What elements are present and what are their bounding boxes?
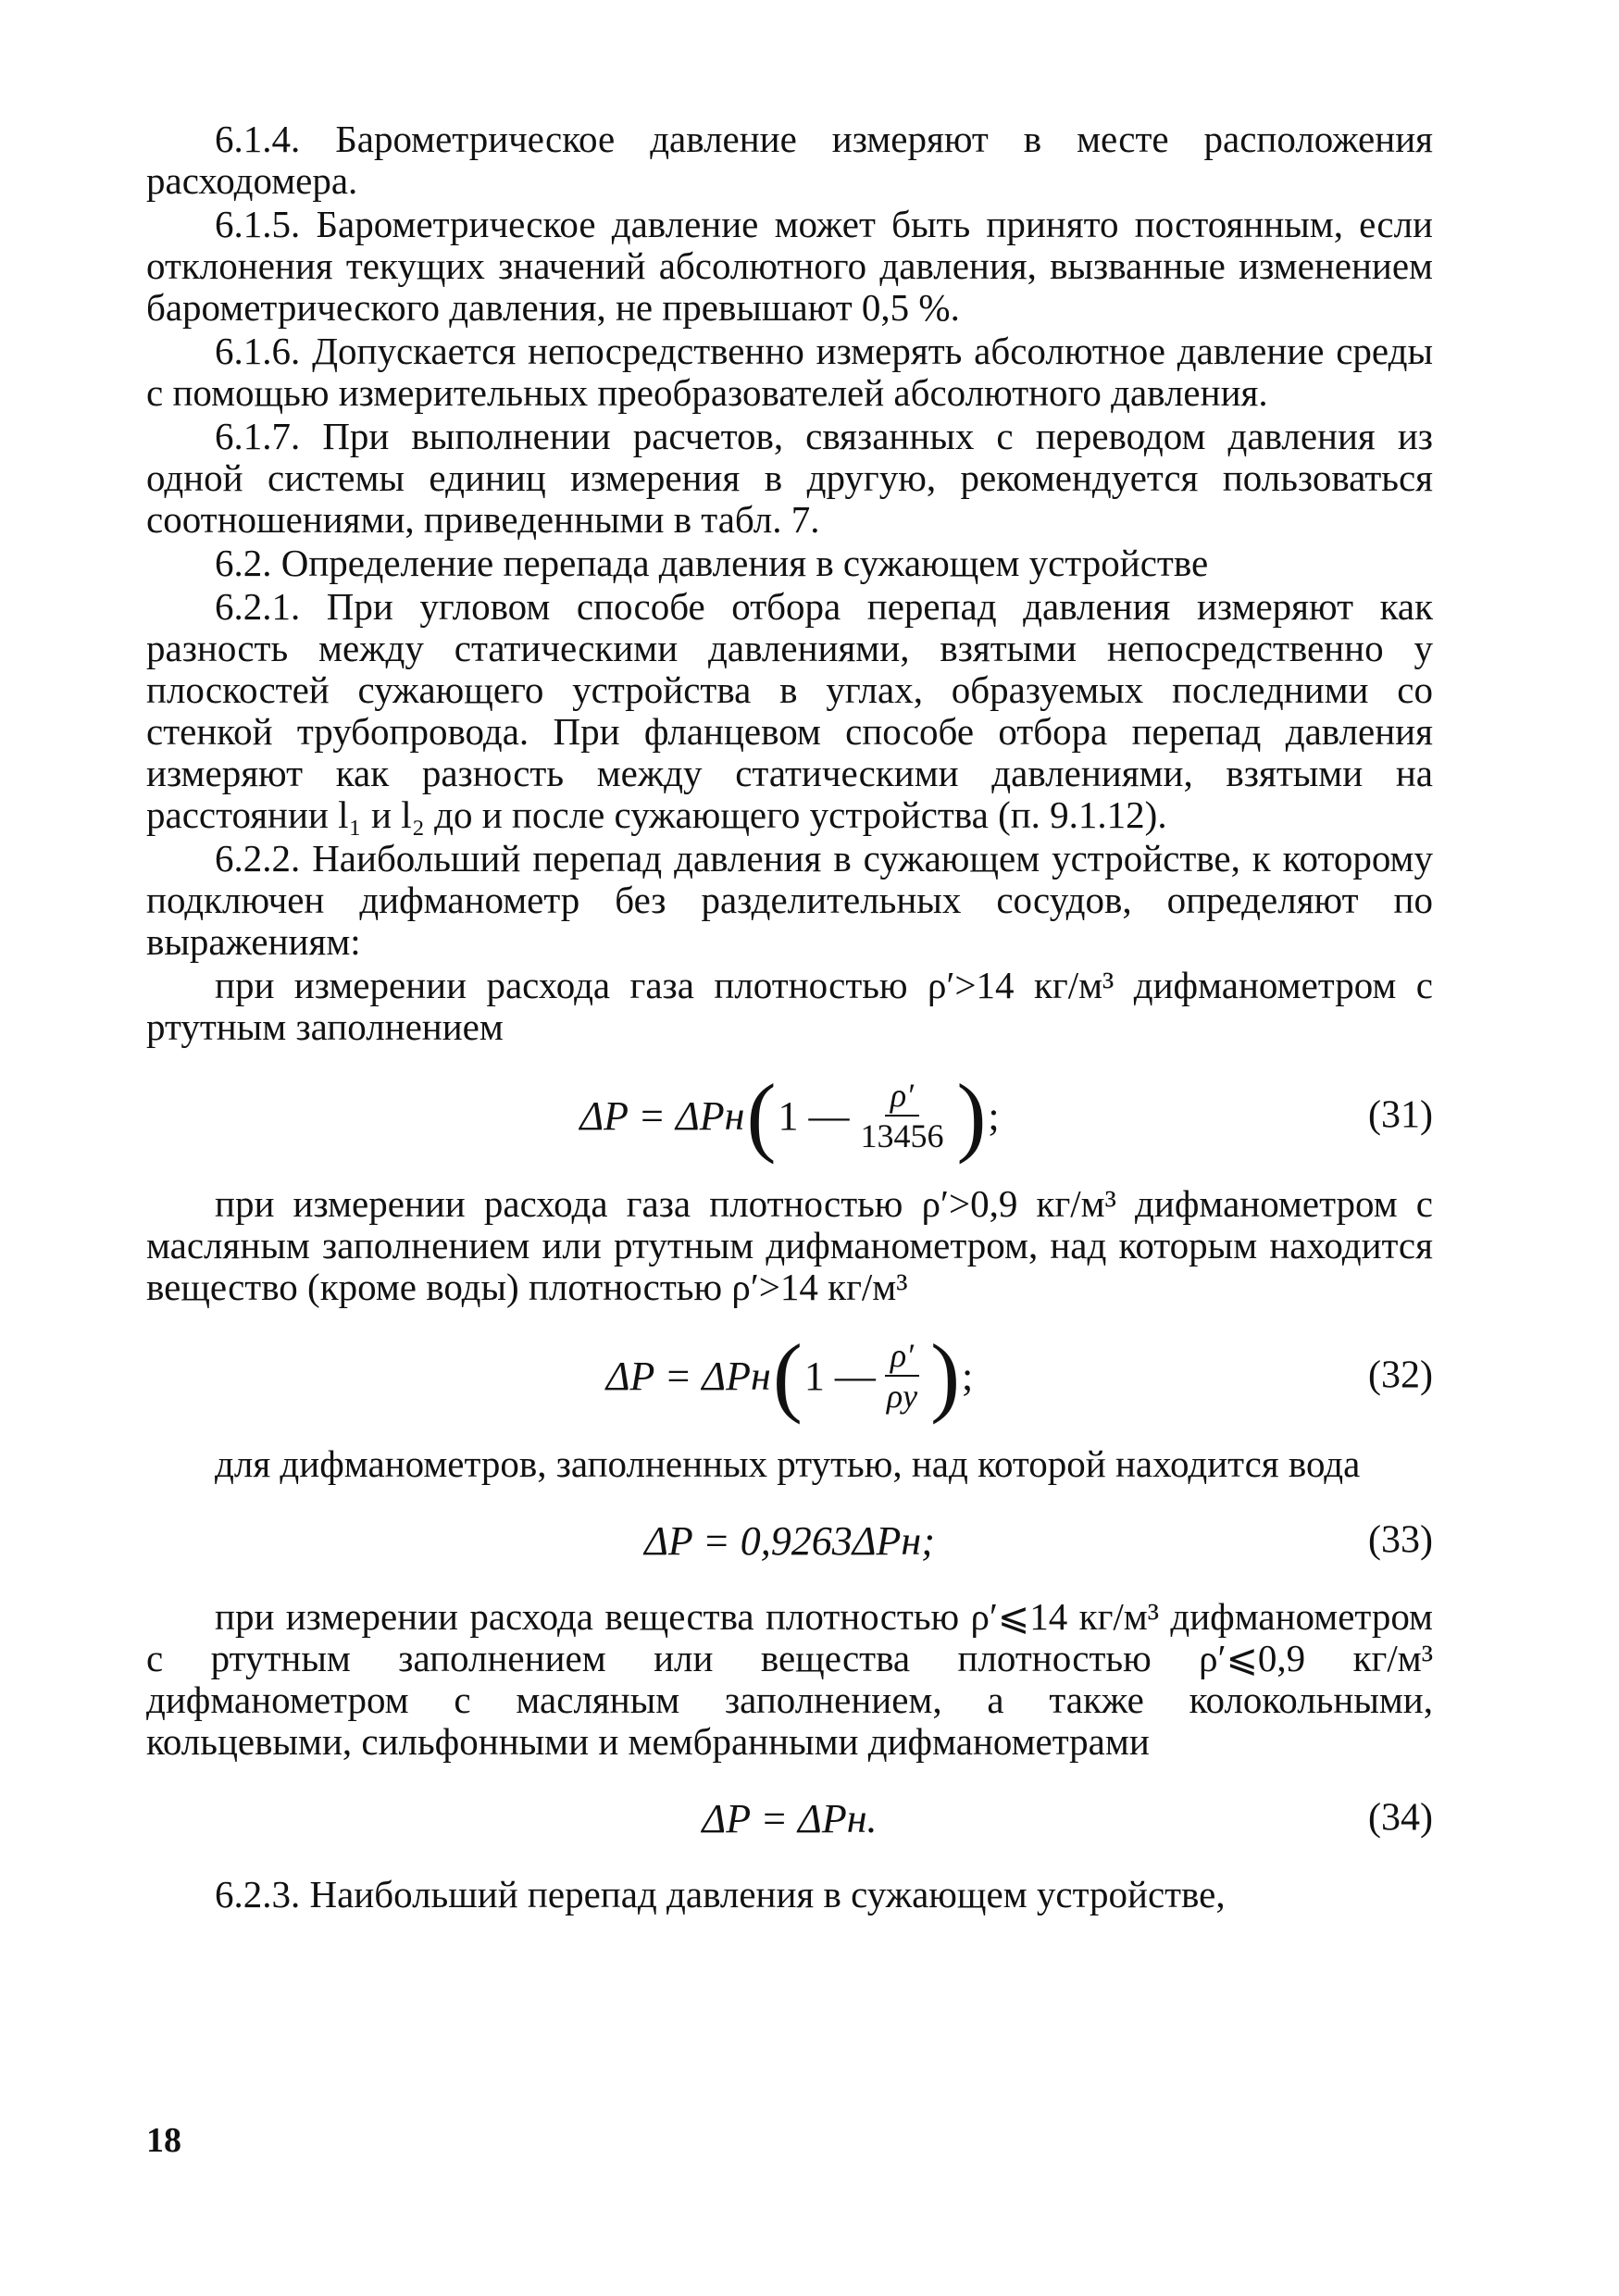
page-number: 18 [146, 2121, 181, 2160]
paragraph-6-2-3: 6.2.3. Наибольший перепад давления в сужающем устройстве, [215, 1873, 1226, 1915]
formula-32-one-minus: 1 — [803, 1353, 876, 1399]
formula-32-lhs: ΔP = ΔPн [605, 1353, 771, 1399]
formula-31-lhs: ΔP = ΔPн [579, 1092, 745, 1139]
paragraph-6-1-7: 6.1.7. При выполнении расчетов, связанных с переводом давления из одной системы единиц измерения в другую, рекомендуется пользоваться соотношениями, приведенными в табл. 7. [146, 415, 1433, 541]
paragraph-6-1-5: 6.1.5. Барометрическое давление может быть принято постоянным, если отклонения текущих значений абсолютного давления, вызванные изменением барометрического давления, не превышают 0,5 %. [146, 203, 1433, 329]
paragraph-low-density: при измерении расхода вещества плотностью ρ′⩽14 кг/м³ дифманометром с ртутным заполнением или вещества плотностью ρ′⩽0,9 кг/м³ дифманометром с масляным заполнением, а также колокольными, кольцевыми, сильфонными и мембранными дифманометрами [146, 1595, 1433, 1763]
formula-31-numerator: ρ′ [885, 1076, 919, 1117]
formula-33-number: (33) [1368, 1518, 1433, 1562]
right-paren: ) [956, 1066, 987, 1165]
left-paren: ( [746, 1066, 777, 1165]
paragraph-6-1-6: 6.1.6. Допускается непосредственно измерять абсолютное давление среды с помощью измерительных преобразователей абсолютного давления. [146, 330, 1433, 414]
body-text [146, 119, 1433, 1917]
right-paren: ) [930, 1326, 961, 1425]
formula-31 [146, 1055, 1433, 1176]
formula-32-denominator: ρу [886, 1378, 918, 1415]
paragraph-6-2-1: 6.2.1. При угловом способе отбора перепад давления измеряют как разность между статическими давлениями, взятыми непосредственно у плоскостей сужающего устройства в углах, образуемых последними со стенкой трубопровода. При фланцевом способе отбора перепад давления измеряют как разность между статическими давлениями, взятыми на расстоянии l₁ и l₂ до и после сужающего устройства (п. 9.1.12). [146, 585, 1433, 836]
formula-33-expression: ΔP = 0,9263ΔPн; [644, 1517, 935, 1564]
formula-31-one-minus: 1 — [778, 1092, 850, 1139]
paragraph-water-over-mercury: для дифманометров, заполненных ртутью, над которой находится вода [215, 1442, 1361, 1485]
formula-34-expression: ΔP = ΔPн. [702, 1795, 878, 1841]
formula-34 [146, 1776, 1433, 1861]
formula-32-tail: ; [962, 1353, 974, 1399]
formula-34-number: (34) [1368, 1796, 1433, 1840]
formula-33 [146, 1498, 1433, 1583]
formula-32-fraction [881, 1336, 923, 1416]
paragraph-mercury-gas: при измерении расхода газа плотностью ρ′>14 кг/м³ дифманометром с ртутным заполнением [146, 964, 1433, 1048]
section-heading-6-2: 6.2. Определение перепада давления в сужающем устройстве [215, 542, 1209, 584]
paragraph-oil-gas: при измерении расхода газа плотностью ρ′>0,9 кг/м³ дифманометром с масляным заполнением или ртутным дифманометром, над которым находится вещество (кроме воды) плотностью ρ′>14 кг/м³ [146, 1182, 1433, 1308]
formula-31-denominator: 13456 [860, 1117, 944, 1154]
formula-32-number: (32) [1368, 1354, 1433, 1397]
formula-32 [146, 1316, 1433, 1436]
formula-31-number: (31) [1368, 1093, 1433, 1137]
formula-31-fraction [854, 1076, 949, 1155]
left-paren: ( [772, 1326, 803, 1425]
formula-32-numerator: ρ′ [885, 1336, 919, 1377]
formula-32-expression [146, 1316, 1433, 1436]
formula-31-tail: ; [988, 1092, 1000, 1139]
formula-31-expression [146, 1055, 1433, 1176]
paragraph-6-1-4: 6.1.4. Барометрическое давление измеряют в месте расположения расходомера. [146, 118, 1433, 202]
paragraph-6-2-2: 6.2.2. Наибольший перепад давления в сужающем устройстве, к которому подключен дифманометр без разделительных сосудов, определяют по выражениям: [146, 837, 1433, 963]
